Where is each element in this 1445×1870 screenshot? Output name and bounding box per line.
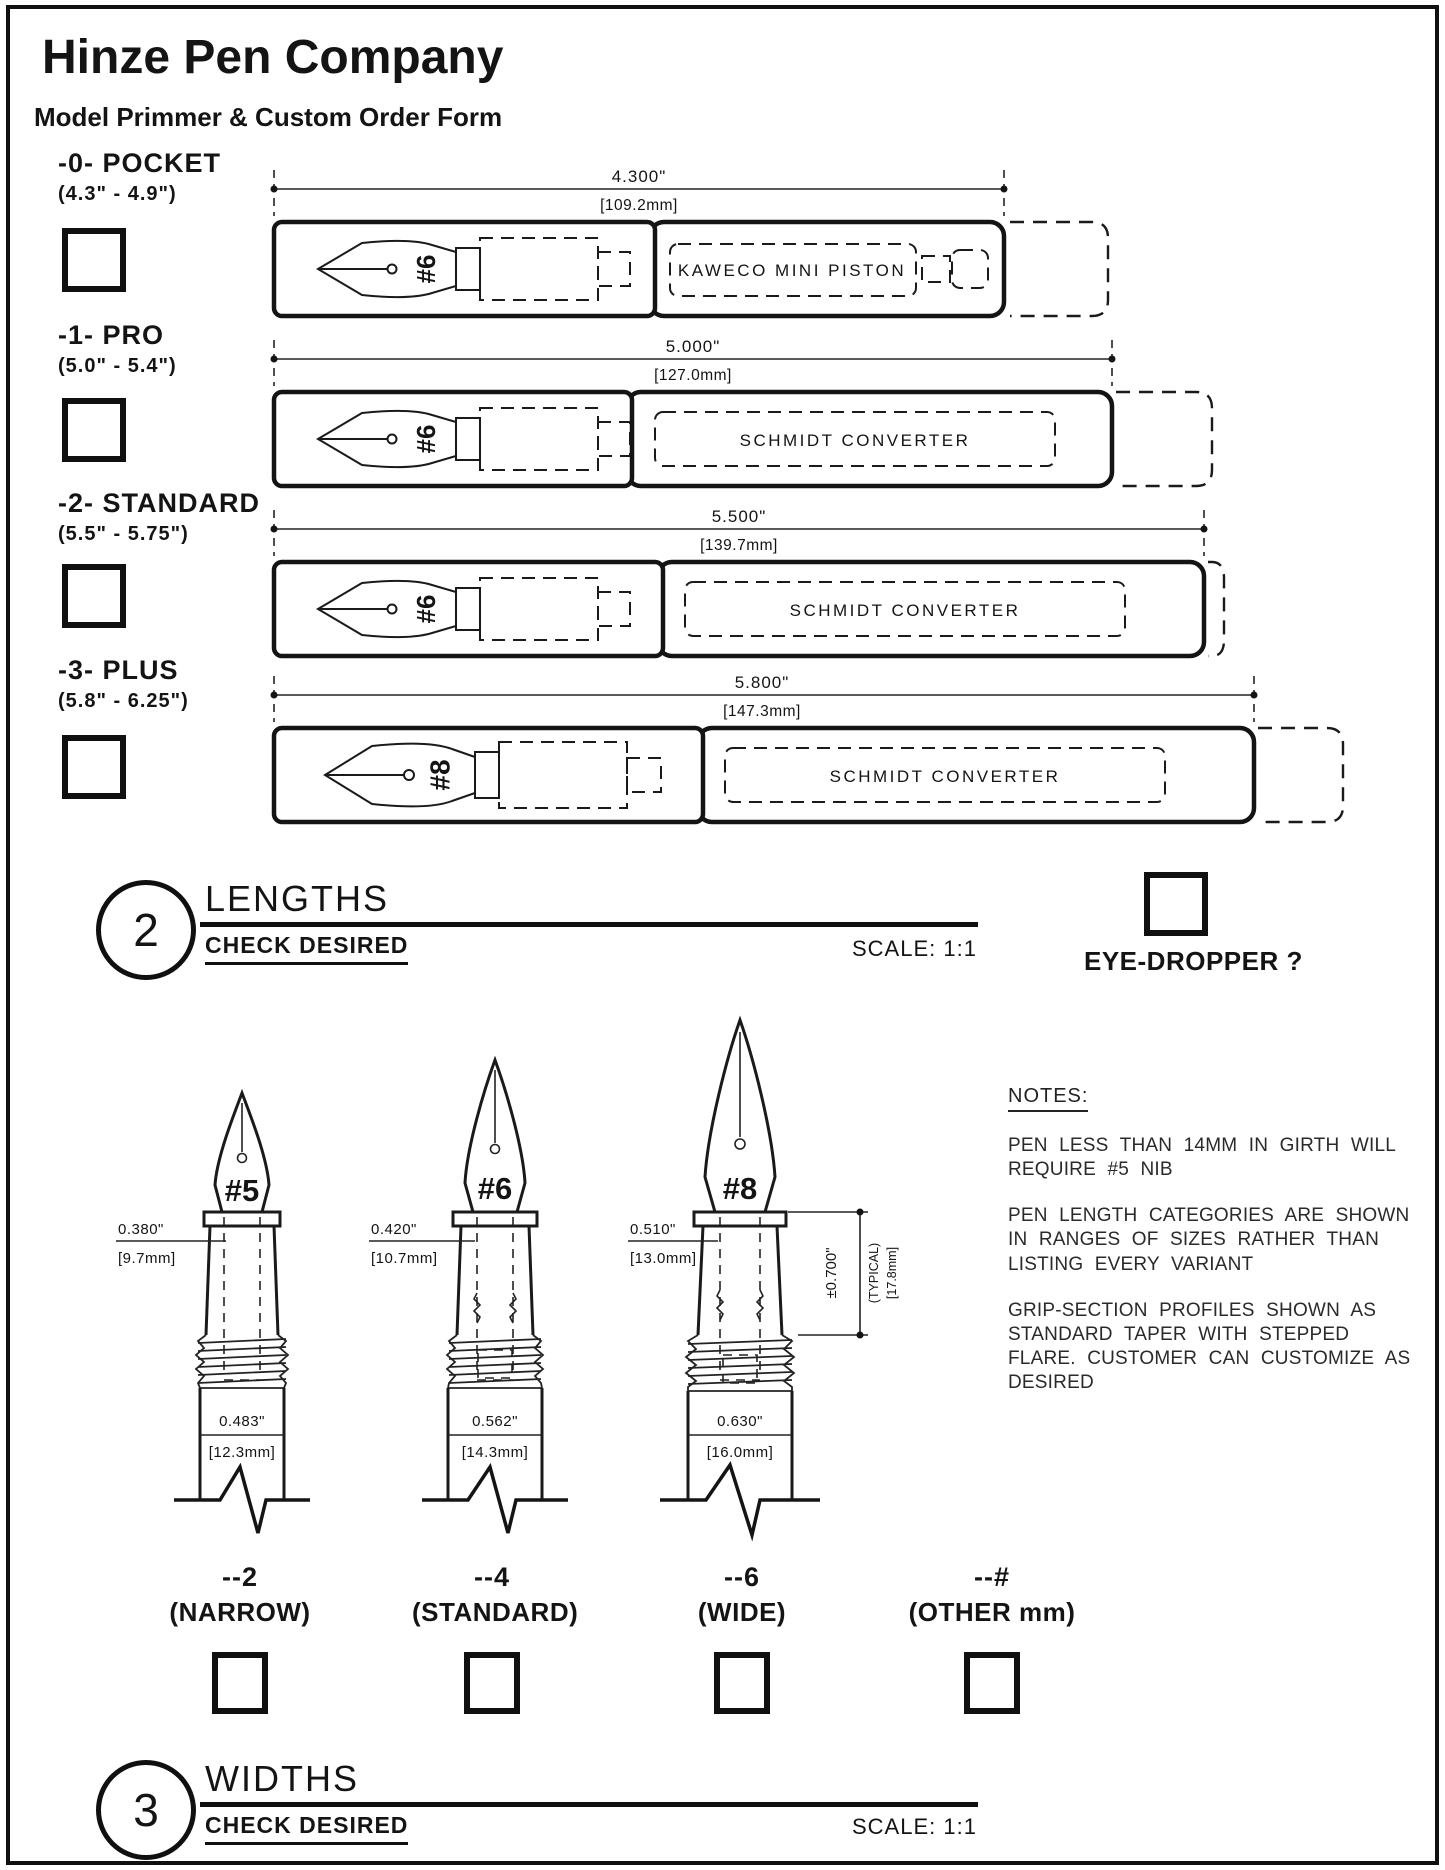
checkbox-eyedropper[interactable] [1144,872,1208,936]
grip-dim-mm: [10.7mm] [371,1250,438,1267]
model-label-standard [58,488,298,546]
width-option-standard [412,1562,579,1628]
checkbox-length-standard[interactable] [62,564,126,628]
note-item: GRIP-SECTION PROFILES SHOWN AS STANDARD TAPER WITH STEPPED FLARE. CUSTOMER CAN CUSTOMIZE AS DESIRED [1008,1299,1411,1393]
scale-label: SCALE: 1:1 [852,1814,977,1839]
body-dim-inches: 0.483" [219,1413,265,1430]
nib-unit-hidden-lines [477,1217,513,1380]
section-title-widths: WIDTHS [205,1758,359,1799]
cap-posted-outline [1010,222,1108,316]
body-dim-mm: [16.0mm] [706,1444,774,1461]
checkbox-width-standard[interactable] [464,1652,520,1714]
section-number-circle [96,880,196,980]
width-name: (NARROW) [169,1597,311,1627]
pen-drawing-pro [270,328,1220,493]
model-range: (5.8" - 6.25") [58,690,189,712]
section-divider-line [200,922,978,927]
notes-block [1008,1085,1412,1395]
checkbox-length-pocket[interactable] [62,228,126,292]
section-title-lengths: LENGTHS [205,878,390,919]
pen-drawing-pocket [270,158,1120,323]
width-name: (WIDE) [697,1597,787,1627]
model-code: -3- PLUS [58,655,179,685]
width-code: --6 [724,1562,760,1592]
nib-size-label: #6 [410,594,441,624]
width-name: (STANDARD) [412,1597,579,1627]
grip-dim-inches: 0.420" [371,1221,417,1238]
section-number: 3 [133,1784,159,1836]
width-name: (OTHER mm) [908,1597,1076,1627]
length-dim-inches: 4.300" [611,167,667,186]
length-dim-inches: 5.800" [734,673,790,692]
filling-system-label: SCHMIDT CONVERTER [789,601,1021,620]
width-code: --2 [222,1562,258,1592]
model-range: (5.5" - 5.75") [58,523,189,545]
model-code: -0- POCKET [58,148,222,178]
thread-relief-marks [717,1290,763,1320]
scale-label: SCALE: 1:1 [852,936,977,961]
grip-dim-mm: [13.0mm] [630,1250,697,1267]
checkbox-width-narrow[interactable] [212,1652,268,1714]
nib-drawing-8 [610,1005,910,1550]
nib-drawing-6 [365,1005,625,1550]
nib-size-label: #6 [477,1171,513,1206]
grip-dim-mm: [9.7mm] [118,1250,176,1267]
note-item: PEN LESS THAN 14MM IN GIRTH WILL REQUIRE #5 NIB [1008,1135,1396,1181]
grip-height-mm: [17.8mm] [885,1246,899,1300]
width-code: --4 [474,1562,510,1592]
cap-posted-outline [1258,728,1343,822]
cap-posted-outline [1116,392,1212,486]
filling-system-label: KAWECO MINI PISTON [677,261,907,280]
nib-and-grip-outline [204,1093,280,1335]
check-desired-label: CHECK DESIRED [205,1812,408,1845]
section-number-circle [96,1760,196,1860]
length-dim-mm: [109.2mm] [600,197,678,214]
threads [686,1335,794,1391]
model-label-pro [58,320,298,378]
page-subtitle: Model Primmer & Custom Order Form [34,102,503,132]
model-range: (5.0" - 5.4") [58,355,177,377]
eyedropper-label: EYE-DROPPER ? [1084,946,1303,976]
nib-size-label: #8 [424,759,456,791]
filling-system-label: SCHMIDT CONVERTER [829,767,1061,786]
length-dim-inches: 5.500" [711,507,767,526]
checkbox-width-other[interactable] [964,1652,1020,1714]
notes-title: NOTES: [1008,1085,1088,1112]
length-dim-mm: [147.3mm] [723,703,801,720]
model-range: (4.3" - 4.9") [58,183,177,205]
break-line [660,1465,820,1535]
check-desired-label: CHECK DESIRED [205,932,408,965]
break-line [174,1467,310,1533]
section-number: 2 [133,904,159,956]
filling-system-label: SCHMIDT CONVERTER [739,431,971,450]
pen-drawing-standard [270,498,1235,663]
grip-dim-inches: 0.510" [630,1221,676,1238]
break-line [422,1467,568,1533]
checkbox-width-wide[interactable] [714,1652,770,1714]
body-dim-mm: [14.3mm] [461,1444,529,1461]
length-dim-mm: [139.7mm] [700,537,778,554]
cap-posted-outline [1208,562,1224,656]
length-dim-inches: 5.000" [665,337,721,356]
nib-size-label: #6 [410,424,441,454]
body-dim-inches: 0.562" [472,1413,518,1430]
section-divider-line [200,1802,978,1807]
checkbox-length-plus[interactable] [62,735,126,799]
width-code: --# [974,1562,1010,1592]
length-dim-mm: [127.0mm] [654,367,732,384]
model-label-pocket [58,148,298,206]
nib-size-label: #5 [224,1173,260,1208]
model-label-plus [58,655,298,713]
nib-size-label: #8 [722,1171,758,1206]
model-code: -1- PRO [58,320,165,350]
checkbox-length-pro[interactable] [62,398,126,462]
model-code: -2- STANDARD [58,488,260,518]
pen-drawing-plus [270,664,1360,829]
width-option-narrow [160,1562,320,1628]
grip-height-value: ±0.700" [823,1247,840,1299]
nib-size-label: #6 [410,254,441,284]
thread-relief-marks [474,1293,516,1323]
body-dim-mm: [12.3mm] [208,1444,276,1461]
grip-height-note: (TYPICAL) [867,1242,881,1304]
body-dim-inches: 0.630" [717,1413,763,1430]
width-option-wide [662,1562,822,1628]
note-item: PEN LENGTH CATEGORIES ARE SHOWN IN RANGES OF SIZES RATHER THAN LISTING EVERY VARIANT [1008,1205,1410,1275]
page-title: Hinze Pen Company [42,31,504,84]
nib-drawing-5 [112,1005,372,1550]
width-option-other [872,1562,1112,1628]
grip-dim-inches: 0.380" [118,1221,164,1238]
